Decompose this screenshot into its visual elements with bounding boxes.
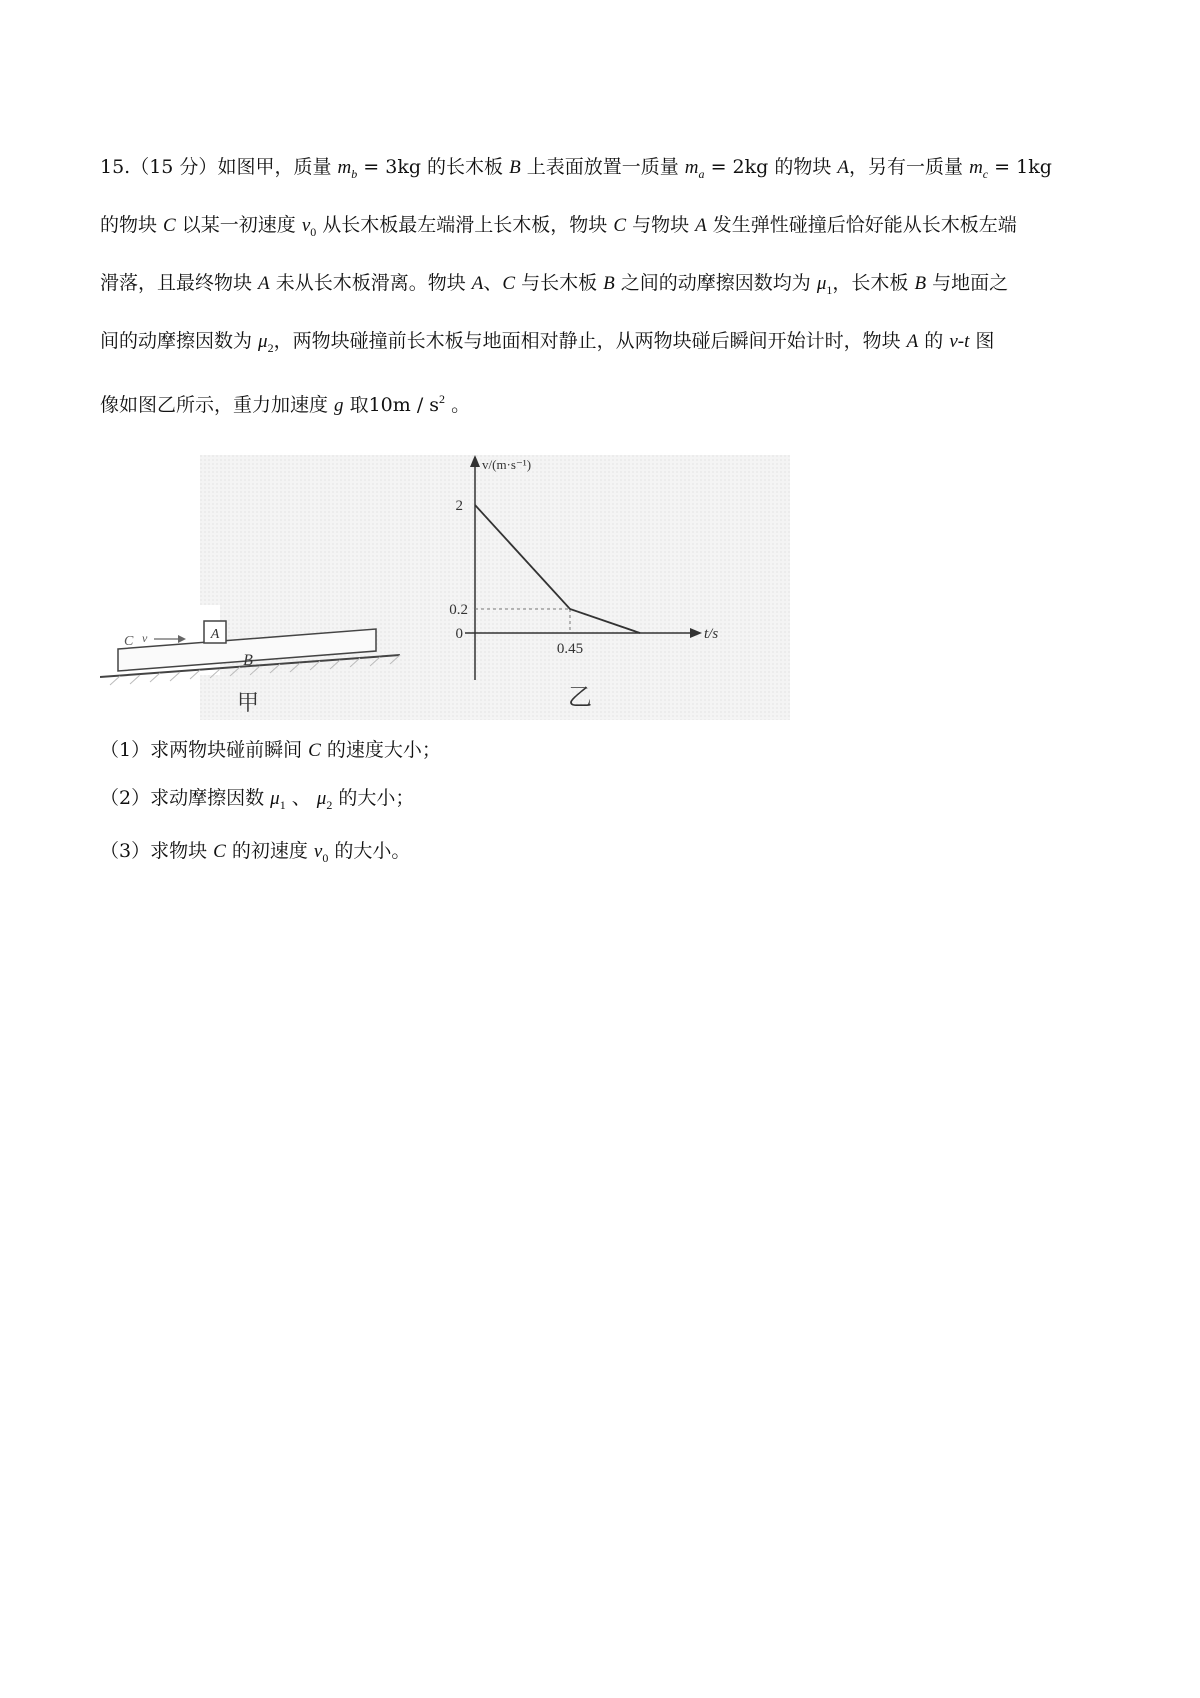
- text: 的物块: [100, 214, 164, 236]
- x-tick-label-0.45: 0.45: [556, 641, 584, 657]
- text: 滑落，且最终物块: [100, 272, 259, 294]
- symbol-C: C: [502, 273, 516, 294]
- text: 如图甲，质量: [217, 156, 332, 178]
- y-tick-label-0.2: 0.2: [449, 602, 468, 618]
- subscript: 0: [310, 225, 317, 239]
- text: 之间的动摩擦因数均为: [614, 272, 817, 294]
- symbol-mu: μ: [316, 788, 327, 809]
- figure-panel: [100, 455, 790, 720]
- figure-svg: [100, 455, 790, 720]
- y-axis-label: v/(m·s⁻¹): [482, 457, 532, 472]
- text: 的大小；: [332, 787, 415, 809]
- text: ，另有一质量: [849, 156, 964, 178]
- text: 未从长木板滑离。物块: [269, 272, 472, 294]
- figure-left-caption: 甲: [236, 690, 260, 715]
- text: 发生弹性碰撞后恰好能从长木板左端: [706, 214, 1017, 236]
- text: 与物块: [626, 214, 696, 236]
- statement-line-3: [100, 254, 1110, 312]
- symbol-A: A: [258, 273, 270, 294]
- y-tick-label-2: 2: [455, 498, 463, 514]
- symbol-g: g: [334, 395, 344, 416]
- text: 像如图乙所示，重力加速度: [100, 394, 335, 416]
- subscript: b: [351, 167, 358, 181]
- question-3: [100, 836, 410, 866]
- statement-line-5: [100, 370, 1110, 428]
- text: 的物块: [768, 156, 838, 178]
- symbol-B: B: [603, 273, 615, 294]
- subscript: 1: [826, 283, 833, 297]
- symbol-B: B: [914, 273, 927, 294]
- text: 与长木板: [515, 272, 604, 294]
- symbol-m: m: [684, 157, 699, 178]
- symbol-A: A: [906, 331, 919, 352]
- origin-label: 0: [455, 626, 463, 642]
- symbol-v: v: [313, 841, 323, 862]
- subscript: 0: [322, 851, 329, 865]
- text: ，长木板: [832, 272, 915, 294]
- symbol-mu: μ: [258, 331, 268, 352]
- text: 间的动摩擦因数为: [100, 330, 259, 352]
- figure-right-caption: 乙: [568, 685, 592, 711]
- text: 的速度大小；: [320, 739, 441, 761]
- symbol-mu: μ: [270, 788, 280, 809]
- equation-value: = 2kg: [704, 156, 769, 178]
- subscript: 2: [326, 798, 333, 812]
- problem-score: （15 分）: [130, 156, 218, 178]
- text: 的大小。: [328, 840, 411, 862]
- question-1: [100, 735, 441, 762]
- subscript: a: [698, 167, 705, 181]
- symbol-B: B: [509, 157, 521, 178]
- text: 取: [343, 394, 369, 416]
- block-c-label: C: [124, 634, 134, 649]
- symbol-v: v: [301, 215, 311, 236]
- subscript: c: [982, 167, 989, 181]
- text: 的初速度: [225, 840, 314, 862]
- text: 以某一初速度: [175, 214, 302, 236]
- text: （1）求两物块碰前瞬间: [100, 739, 309, 761]
- text: 的: [918, 330, 950, 352]
- symbol-A: A: [471, 273, 484, 294]
- board-b-label: B: [243, 652, 253, 669]
- text: （2）求动摩擦因数: [100, 787, 271, 809]
- statement-line-1: [100, 138, 1110, 196]
- statement-line-2: [100, 196, 1110, 254]
- symbol-m: m: [337, 157, 352, 178]
- symbol-A: A: [695, 215, 707, 236]
- question-2: [100, 783, 414, 813]
- symbol-mu: μ: [816, 273, 827, 294]
- symbol-C: C: [613, 215, 627, 236]
- subscript: 1: [279, 798, 286, 812]
- velocity-label: v: [142, 631, 148, 645]
- text: 的长木板: [421, 156, 510, 178]
- block-a-label: A: [210, 627, 220, 642]
- problem-number: 15.: [100, 156, 131, 178]
- symbol-C: C: [213, 841, 226, 862]
- text: 与地面之: [926, 272, 1009, 294]
- x-axis-label: t/s: [704, 626, 719, 642]
- symbol-C: C: [308, 740, 321, 761]
- gravity-value: 10m / s: [368, 394, 440, 416]
- text: 上表面放置一质量: [520, 156, 679, 178]
- text: （3）求物块: [100, 840, 214, 862]
- equation-value: = 3kg: [357, 156, 421, 178]
- text: 从长木板最左端滑上长木板，物块: [316, 214, 614, 236]
- symbol-vt: v-t: [949, 331, 970, 352]
- symbol-C: C: [163, 215, 176, 236]
- statement-line-4: [100, 312, 1110, 370]
- problem-statement: [100, 138, 1110, 428]
- text: 。: [445, 394, 471, 416]
- figure-background: [200, 455, 790, 720]
- text: 、: [483, 272, 503, 294]
- text: ，两物块碰撞前长木板与地面相对静止，从两物块碰后瞬间开始计时，物块: [273, 330, 907, 352]
- equation-value: = 1kg: [988, 156, 1052, 178]
- superscript: 2: [439, 392, 446, 406]
- text: 图: [969, 330, 995, 352]
- symbol-A: A: [837, 157, 849, 178]
- subscript: 2: [267, 341, 274, 355]
- text: 、: [285, 787, 317, 809]
- symbol-m: m: [969, 157, 983, 178]
